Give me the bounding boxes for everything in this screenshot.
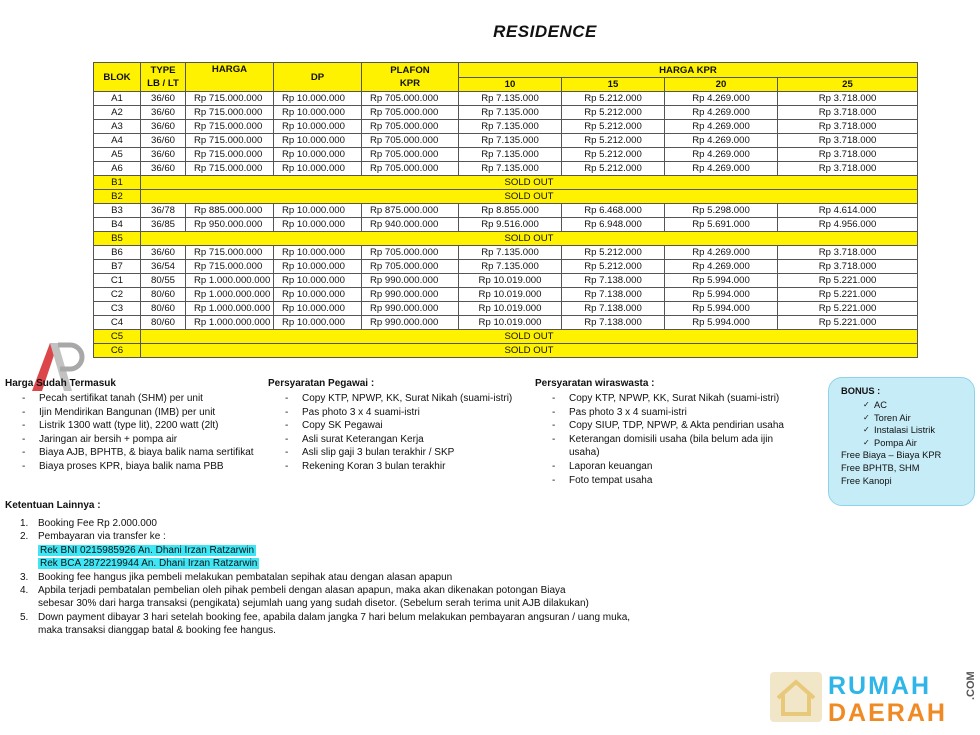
table-row: [94, 120, 918, 134]
cell-kpr-15: Rp 5.212.000: [562, 260, 665, 274]
list-item: - Pas photo 3 x 4 suami-istri: [535, 406, 790, 420]
cell-dp: Rp 10.000.000: [274, 288, 362, 302]
cell-kpr-10: Rp 7.135.000: [459, 260, 562, 274]
cell-kpr-10: Rp 10.019.000: [459, 274, 562, 288]
header-type: [141, 63, 186, 92]
cell-kpr-20: Rp 4.269.000: [665, 134, 778, 148]
terms-text: maka transaksi dianggap batal & booking fee hangus.: [38, 625, 276, 637]
table-row: [94, 316, 918, 330]
price-table-body: [94, 92, 918, 358]
cell-blok: A4: [94, 134, 141, 148]
cell-plafon: Rp 705.000.000: [362, 148, 459, 162]
cell-kpr-10: Rp 10.019.000: [459, 302, 562, 316]
table-row: [94, 92, 918, 106]
cell-kpr-10: Rp 9.516.000: [459, 218, 562, 232]
cell-kpr-20: Rp 5.994.000: [665, 288, 778, 302]
check-icon: ✓: [863, 437, 870, 447]
cell-dp: Rp 10.000.000: [274, 204, 362, 218]
brand-line1: RUMAH: [828, 672, 932, 700]
terms-item: [5, 597, 630, 610]
cell-blok: C2: [94, 288, 141, 302]
bonus-item: [841, 424, 968, 437]
cell-kpr-15: Rp 5.212.000: [562, 148, 665, 162]
cell-type: 36/60: [141, 92, 186, 106]
list-item: - Listrik 1300 watt (type lit), 2200 watt (2lt): [5, 419, 254, 433]
cell-kpr-25: Rp 3.718.000: [778, 106, 918, 120]
terms-number: 1.: [20, 518, 29, 529]
ketentuan-title: Ketentuan Lainnya :: [5, 500, 101, 511]
list-item: - Keterangan domisili usaha (bila belum ada ijin usaha): [535, 433, 779, 460]
table-row: [94, 204, 918, 218]
cell-dp: Rp 10.000.000: [274, 106, 362, 120]
cell-sold-out: SOLD OUT: [141, 330, 918, 344]
cell-blok: A2: [94, 106, 141, 120]
terms-number: 2.: [20, 531, 29, 543]
table-row: [94, 274, 918, 288]
terms-item: [5, 584, 630, 597]
cell-dp: Rp 10.000.000: [274, 134, 362, 148]
table-row: [94, 106, 918, 120]
cell-kpr-10: Rp 7.135.000: [459, 246, 562, 260]
cell-kpr-25: Rp 3.718.000: [778, 162, 918, 176]
terms-number: 3.: [20, 571, 29, 583]
cell-harga: Rp 715.000.000: [186, 148, 274, 162]
cell-kpr-10: Rp 7.135.000: [459, 106, 562, 120]
terms-text: Booking Fee Rp 2.000.000: [38, 518, 157, 529]
price-table: [93, 62, 918, 358]
cell-kpr-25: Rp 3.718.000: [778, 246, 918, 260]
header-tenor-20: 20: [665, 78, 778, 92]
cell-harga: Rp 715.000.000: [186, 162, 274, 176]
cell-harga: Rp 1.000.000.000: [186, 274, 274, 288]
check-icon: ✓: [863, 412, 870, 422]
cell-blok: B7: [94, 260, 141, 274]
cell-kpr-25: Rp 3.718.000: [778, 148, 918, 162]
cell-blok: A3: [94, 120, 141, 134]
cell-plafon: Rp 705.000.000: [362, 92, 459, 106]
cell-type: 36/60: [141, 148, 186, 162]
bonus-box: [828, 377, 975, 506]
cell-kpr-20: Rp 5.994.000: [665, 316, 778, 330]
cell-type: 80/60: [141, 288, 186, 302]
syarat-pegawai-title: Persyaratan Pegawai :: [268, 378, 375, 389]
check-icon: ✓: [863, 425, 870, 434]
bonus-item: [841, 399, 968, 412]
cell-kpr-15: Rp 5.212.000: [562, 106, 665, 120]
cell-plafon: Rp 940.000.000: [362, 218, 459, 232]
cell-type: 80/60: [141, 316, 186, 330]
cell-kpr-20: Rp 4.269.000: [665, 148, 778, 162]
cell-sold-out: SOLD OUT: [141, 176, 918, 190]
header-plafon: [362, 63, 459, 92]
cell-blok: B3: [94, 204, 141, 218]
cell-kpr-20: Rp 4.269.000: [665, 260, 778, 274]
cell-type: 36/54: [141, 260, 186, 274]
cell-kpr-10: Rp 7.135.000: [459, 120, 562, 134]
terms-account: [5, 557, 630, 570]
cell-kpr-25: Rp 3.718.000: [778, 92, 918, 106]
header-blok: BLOK: [94, 63, 141, 92]
cell-kpr-15: Rp 5.212.000: [562, 134, 665, 148]
cell-kpr-10: Rp 7.135.000: [459, 92, 562, 106]
header-plafon-sub: KPR: [399, 78, 421, 89]
list-item: - Laporan keuangan: [535, 460, 790, 474]
bonus-free-item: Free Kanopi: [841, 476, 892, 486]
cell-kpr-25: Rp 5.221.000: [778, 288, 918, 302]
syarat-wiraswasta-title: Persyaratan wiraswasta :: [535, 378, 655, 389]
cell-kpr-25: Rp 5.221.000: [778, 302, 918, 316]
cell-harga: Rp 885.000.000: [186, 204, 274, 218]
cell-kpr-15: Rp 5.212.000: [562, 162, 665, 176]
cell-kpr-15: Rp 7.138.000: [562, 288, 665, 302]
table-row: [94, 302, 918, 316]
terms-text: sebesar 30% dari harga transaksi (pengikata) sejumlah uang yang sudah disetor. (Sebelum serah terima unit AJB dilakukan): [38, 598, 589, 610]
page-title: RESIDENCE: [493, 22, 597, 41]
header-plafon-label: PLAFON: [390, 65, 430, 76]
brand-tld: .COM: [965, 671, 977, 700]
cell-kpr-10: Rp 8.855.000: [459, 204, 562, 218]
bonus-item: [841, 412, 968, 425]
cell-dp: Rp 10.000.000: [274, 148, 362, 162]
terms-text: Booking fee hangus jika pembeli melakukan pembatalan sepihak atau dengan alasan apapun: [38, 571, 453, 583]
cell-blok: A6: [94, 162, 141, 176]
cell-sold-out: SOLD OUT: [141, 190, 918, 204]
cell-kpr-15: Rp 7.138.000: [562, 302, 665, 316]
cell-kpr-25: Rp 4.956.000: [778, 218, 918, 232]
terms-item: [5, 571, 630, 584]
cell-type: 80/60: [141, 302, 186, 316]
list-item: - Jaringan air bersih + pompa air: [5, 433, 254, 447]
cell-kpr-15: Rp 7.138.000: [562, 316, 665, 330]
list-item: - Foto tempat usaha: [535, 474, 790, 488]
list-item: - Pecah sertifikat tanah (SHM) per unit: [5, 392, 254, 406]
cell-type: 36/85: [141, 218, 186, 232]
brand-logo: [770, 668, 975, 726]
cell-type: 36/60: [141, 134, 186, 148]
cell-kpr-10: Rp 7.135.000: [459, 148, 562, 162]
cell-kpr-15: Rp 6.948.000: [562, 218, 665, 232]
cell-dp: Rp 10.000.000: [274, 120, 362, 134]
cell-sold-out: SOLD OUT: [141, 232, 918, 246]
cell-type: 36/60: [141, 106, 186, 120]
cell-harga: Rp 715.000.000: [186, 120, 274, 134]
table-row: [94, 162, 918, 176]
bonus-item-label: AC: [874, 400, 887, 410]
header-tenor-10: 10: [459, 78, 562, 92]
cell-dp: Rp 10.000.000: [274, 302, 362, 316]
cell-type: 80/55: [141, 274, 186, 288]
cell-kpr-25: Rp 5.221.000: [778, 274, 918, 288]
cell-harga: Rp 715.000.000: [186, 92, 274, 106]
cell-harga: Rp 715.000.000: [186, 106, 274, 120]
cell-dp: Rp 10.000.000: [274, 218, 362, 232]
table-row: [94, 176, 918, 190]
cell-kpr-20: Rp 4.269.000: [665, 246, 778, 260]
bonus-item-label: Pompa Air: [874, 437, 917, 448]
bonus-free-item: Free BPHTB, SHM: [841, 463, 920, 473]
cell-kpr-15: Rp 5.212.000: [562, 246, 665, 260]
cell-kpr-15: Rp 7.138.000: [562, 274, 665, 288]
cell-dp: Rp 10.000.000: [274, 260, 362, 274]
cell-plafon: Rp 990.000.000: [362, 274, 459, 288]
harga-termasuk-section: [5, 378, 254, 474]
cell-blok: B2: [94, 190, 141, 204]
cell-kpr-25: Rp 3.718.000: [778, 260, 918, 274]
cell-kpr-25: Rp 3.718.000: [778, 134, 918, 148]
table-row: [94, 134, 918, 148]
cell-dp: Rp 10.000.000: [274, 274, 362, 288]
terms-text: Down payment dibayar 3 hari setelah booking fee, apabila dalam jangka 7 hari belum melakukan pembayaran angsuran / uang muka,: [38, 611, 631, 623]
cell-blok: A1: [94, 92, 141, 106]
cell-blok: B6: [94, 246, 141, 260]
cell-type: 36/60: [141, 246, 186, 260]
bonus-free-item: Free Biaya – Biaya KPR: [841, 450, 942, 460]
table-row: [94, 148, 918, 162]
cell-kpr-10: Rp 10.019.000: [459, 316, 562, 330]
cell-type: 36/60: [141, 162, 186, 176]
terms-item: [5, 517, 630, 530]
list-item: - Biaya AJB, BPHTB, & biaya balik nama sertifikat: [5, 446, 254, 460]
cell-harga: Rp 950.000.000: [186, 218, 274, 232]
cell-plafon: Rp 705.000.000: [362, 162, 459, 176]
bonus-title: BONUS :: [841, 386, 881, 396]
header-tenor-25: 25: [778, 78, 918, 92]
cell-kpr-20: Rp 5.994.000: [665, 274, 778, 288]
cell-plafon: Rp 875.000.000: [362, 204, 459, 218]
syarat-pegawai-section: [268, 378, 512, 474]
syarat-wiraswasta-section: [535, 378, 790, 487]
list-item: - Ijin Mendirikan Bangunan (IMB) per unit: [5, 406, 254, 420]
terms-item: [5, 611, 630, 624]
header-type-label: TYPE: [150, 65, 176, 76]
cell-kpr-15: Rp 6.468.000: [562, 204, 665, 218]
bonus-item-label: Instalasi Listrik: [874, 425, 935, 435]
header-tenor-15: 15: [562, 78, 665, 92]
table-row: [94, 344, 918, 358]
check-icon: ✓: [863, 400, 870, 409]
cell-blok: C3: [94, 302, 141, 316]
header-type-sub: LB / LT: [147, 78, 179, 89]
bonus-item: [841, 437, 968, 450]
table-row: [94, 260, 918, 274]
cell-blok: C5: [94, 330, 141, 344]
list-item: - Pas photo 3 x 4 suami-istri: [268, 406, 512, 420]
cell-kpr-25: Rp 5.221.000: [778, 316, 918, 330]
cell-plafon: Rp 990.000.000: [362, 288, 459, 302]
cell-blok: C6: [94, 344, 141, 358]
list-item: - Asli slip gaji 3 bulan terakhir / SKP: [268, 446, 512, 460]
cell-harga: Rp 715.000.000: [186, 134, 274, 148]
cell-kpr-20: Rp 5.994.000: [665, 302, 778, 316]
cell-kpr-20: Rp 5.691.000: [665, 218, 778, 232]
cell-kpr-20: Rp 4.269.000: [665, 92, 778, 106]
list-item: - Copy KTP, NPWP, KK, Surat Nikah (suami-istri): [268, 392, 512, 406]
cell-kpr-15: Rp 5.212.000: [562, 120, 665, 134]
cell-blok: A5: [94, 148, 141, 162]
list-item: - Copy SK Pegawai: [268, 419, 512, 433]
terms-item: [5, 624, 630, 637]
table-row: [94, 246, 918, 260]
cell-dp: Rp 10.000.000: [274, 316, 362, 330]
cell-blok: B1: [94, 176, 141, 190]
terms-number: 4.: [20, 585, 29, 597]
cell-harga: Rp 715.000.000: [186, 260, 274, 274]
cell-plafon: Rp 990.000.000: [362, 316, 459, 330]
bank-account-bca: Rek BCA 2872219944 An. Dhani Irzan Ratzarwin: [40, 558, 258, 570]
bank-account-bni: Rek BNI 0215985926 An. Dhani Irzan Ratzarwin: [40, 544, 255, 556]
cell-plafon: Rp 705.000.000: [362, 106, 459, 120]
cell-kpr-20: Rp 5.298.000: [665, 204, 778, 218]
cell-kpr-25: Rp 4.614.000: [778, 204, 918, 218]
header-harga-kpr: HARGA KPR: [459, 63, 918, 78]
list-item: - Asli surat Keterangan Kerja: [268, 433, 512, 447]
cell-harga: Rp 1.000.000.000: [186, 316, 274, 330]
cell-dp: Rp 10.000.000: [274, 162, 362, 176]
ketentuan-section: [5, 500, 630, 638]
cell-harga: Rp 1.000.000.000: [186, 288, 274, 302]
table-row: [94, 232, 918, 246]
header-harga: HARGA: [186, 63, 274, 92]
cell-blok: C4: [94, 316, 141, 330]
cell-plafon: Rp 705.000.000: [362, 120, 459, 134]
table-row: [94, 330, 918, 344]
terms-text: Apbila terjadi pembatalan pembelian oleh pihak pembeli dengan alasan apapun, maka akan dikenakan potongan Biaya: [38, 585, 566, 597]
cell-kpr-20: Rp 4.269.000: [665, 120, 778, 134]
cell-harga: Rp 715.000.000: [186, 246, 274, 260]
cell-plafon: Rp 705.000.000: [362, 260, 459, 274]
brand-line2: DAERAH: [828, 699, 947, 727]
list-item: - Rekening Koran 3 bulan terakhir: [268, 460, 512, 474]
cell-kpr-20: Rp 4.269.000: [665, 106, 778, 120]
cell-harga: Rp 1.000.000.000: [186, 302, 274, 316]
cell-kpr-20: Rp 4.269.000: [665, 162, 778, 176]
cell-blok: B4: [94, 218, 141, 232]
cell-blok: C1: [94, 274, 141, 288]
list-item: - Biaya proses KPR, biaya balik nama PBB: [5, 460, 254, 474]
terms-item: [5, 530, 630, 543]
cell-plafon: Rp 705.000.000: [362, 246, 459, 260]
cell-kpr-10: Rp 7.135.000: [459, 162, 562, 176]
cell-plafon: Rp 990.000.000: [362, 302, 459, 316]
table-row: [94, 218, 918, 232]
header-dp: DP: [274, 63, 362, 92]
cell-sold-out: SOLD OUT: [141, 344, 918, 358]
terms-text: Pembayaran via transfer ke :: [38, 531, 166, 543]
cell-type: 36/78: [141, 204, 186, 218]
list-item: - Copy KTP, NPWP, KK, Surat Nikah (suami-istri): [535, 392, 790, 406]
terms-number: 5.: [20, 611, 29, 623]
cell-kpr-10: Rp 10.019.000: [459, 288, 562, 302]
terms-account: [5, 544, 630, 557]
cell-dp: Rp 10.000.000: [274, 92, 362, 106]
cell-plafon: Rp 705.000.000: [362, 134, 459, 148]
cell-dp: Rp 10.000.000: [274, 246, 362, 260]
cell-type: 36/60: [141, 120, 186, 134]
table-row: [94, 288, 918, 302]
list-item: - Copy SIUP, TDP, NPWP, & Akta pendirian usaha: [535, 419, 790, 433]
cell-blok: B5: [94, 232, 141, 246]
cell-kpr-10: Rp 7.135.000: [459, 134, 562, 148]
cell-kpr-15: Rp 5.212.000: [562, 92, 665, 106]
table-row: [94, 190, 918, 204]
harga-termasuk-title: Harga Sudah Termasuk: [5, 378, 116, 389]
cell-kpr-25: Rp 3.718.000: [778, 120, 918, 134]
bonus-item-label: Toren Air: [874, 412, 911, 423]
